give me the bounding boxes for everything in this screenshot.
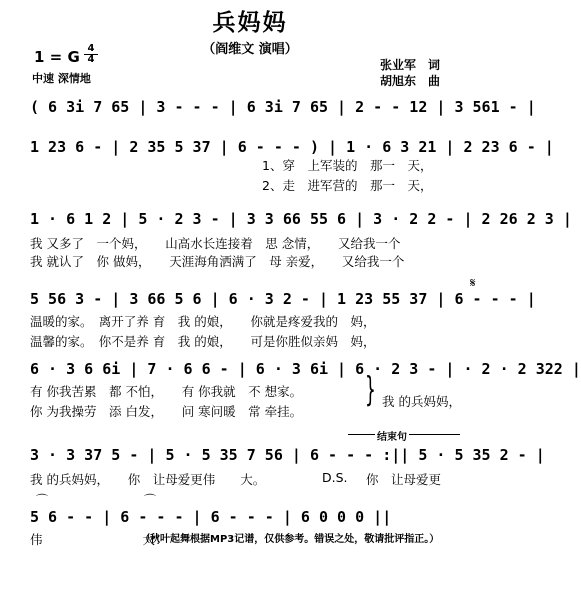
lyrics-row-6-ending: 你 让母爱更 (366, 472, 442, 487)
meter-bottom: 4 (84, 54, 98, 65)
fermata-mark: ⌒ (36, 493, 49, 507)
lyrics-row-6: 我 的兵妈妈， 你 让母爱更伟 大。 (30, 472, 266, 487)
notation-row-7: 5 6 - - | 6 - - - | 6 - - - | 6 0 0 0 || (30, 508, 392, 526)
song-title: 兵妈妈 (212, 10, 288, 36)
composer-credit: 胡旭东 曲 (380, 74, 441, 88)
notation-row-4: 5 56 3 - | 3 66 5 6 | 6 · 3 2 - | 1 23 55 37 | 6 - - - | (30, 290, 536, 308)
dal-segno-mark: D.S. (322, 470, 348, 485)
key-signature: 1 = G (34, 48, 80, 66)
lyrics-row-7: 伟 大！ (30, 532, 168, 547)
notation-row-2: 1 23 6 - | 2 35 5 37 | 6 - - - ) | 1 · 6 3 21 | 2 23 6 - | (30, 138, 554, 156)
lyrics-row-2-verse-1: 1、穿 上军装的 那一 天， (262, 158, 433, 173)
notation-row-6: 3 · 3 37 5 - | 5 · 5 35 7 56 | 6 - - - :|| 5 · 5 35 2 - | (30, 446, 545, 464)
segno-mark: 𝄋 (470, 276, 476, 291)
singer-line: （阎维文 演唱） (202, 42, 298, 57)
time-signature (84, 44, 98, 65)
lyrics-row-5-verse-1: 有 你我苦累 都 不怕， 有 你我就 不 想家。 (30, 384, 303, 399)
lyricist-credit: 张业军 词 (380, 58, 441, 72)
verse-bracket: } (365, 370, 376, 410)
footnote: （秋叶起舞根据MP3记谱，仅供参考。错误之处，敬请批评指正。） (140, 534, 440, 545)
lyrics-row-5-verse-2: 你 为我操劳 添 白发， 问 寒问暖 常 牵挂。 (30, 404, 303, 419)
notation-row-3: 1 · 6 1 2 | 5 · 2 3 - | 3 3 66 55 6 | 3 · 2 2 - | 2 26 2 3 | (30, 210, 572, 228)
lyrics-row-2-verse-2: 2、走 进军营的 那一 天， (262, 178, 433, 193)
tempo-marking: 中速 深情地 (32, 72, 91, 85)
lyrics-row-3-verse-2: 我 就认了 你 做妈， 天涯海角洒满了 母 亲爱， 又给我一个 (30, 254, 405, 269)
lyrics-row-4-verse-2: 温馨的家。 你不是养 育 我 的娘， 可是你胜似亲妈 妈， (30, 334, 376, 349)
notation-row-5: 6 · 3 6 6i | 7 · 6 6 - | 6 · 3 6i | 6 · 2 3 - | · 2 · 2 322 | (30, 360, 581, 378)
lyrics-row-3-verse-1: 我 又多了 一个妈， 山高水长连接着 思 念情， 又给我一个 (30, 236, 401, 251)
lyrics-row-5-side: 我 的兵妈妈， (382, 394, 461, 409)
lyrics-row-4-verse-1: 温暖的家。 离开了养 育 我 的娘， 你就是疼爱我的 妈， (30, 314, 376, 329)
notation-row-1: ( 6 3i 7 65 | 3 - - - | 6 3i 7 65 | 2 - - 12 | 3 561 - | (30, 98, 536, 116)
fermata-mark: ⌒ (144, 493, 157, 507)
ending-label: 结束句 (375, 428, 409, 443)
meter-top: 4 (87, 43, 95, 54)
